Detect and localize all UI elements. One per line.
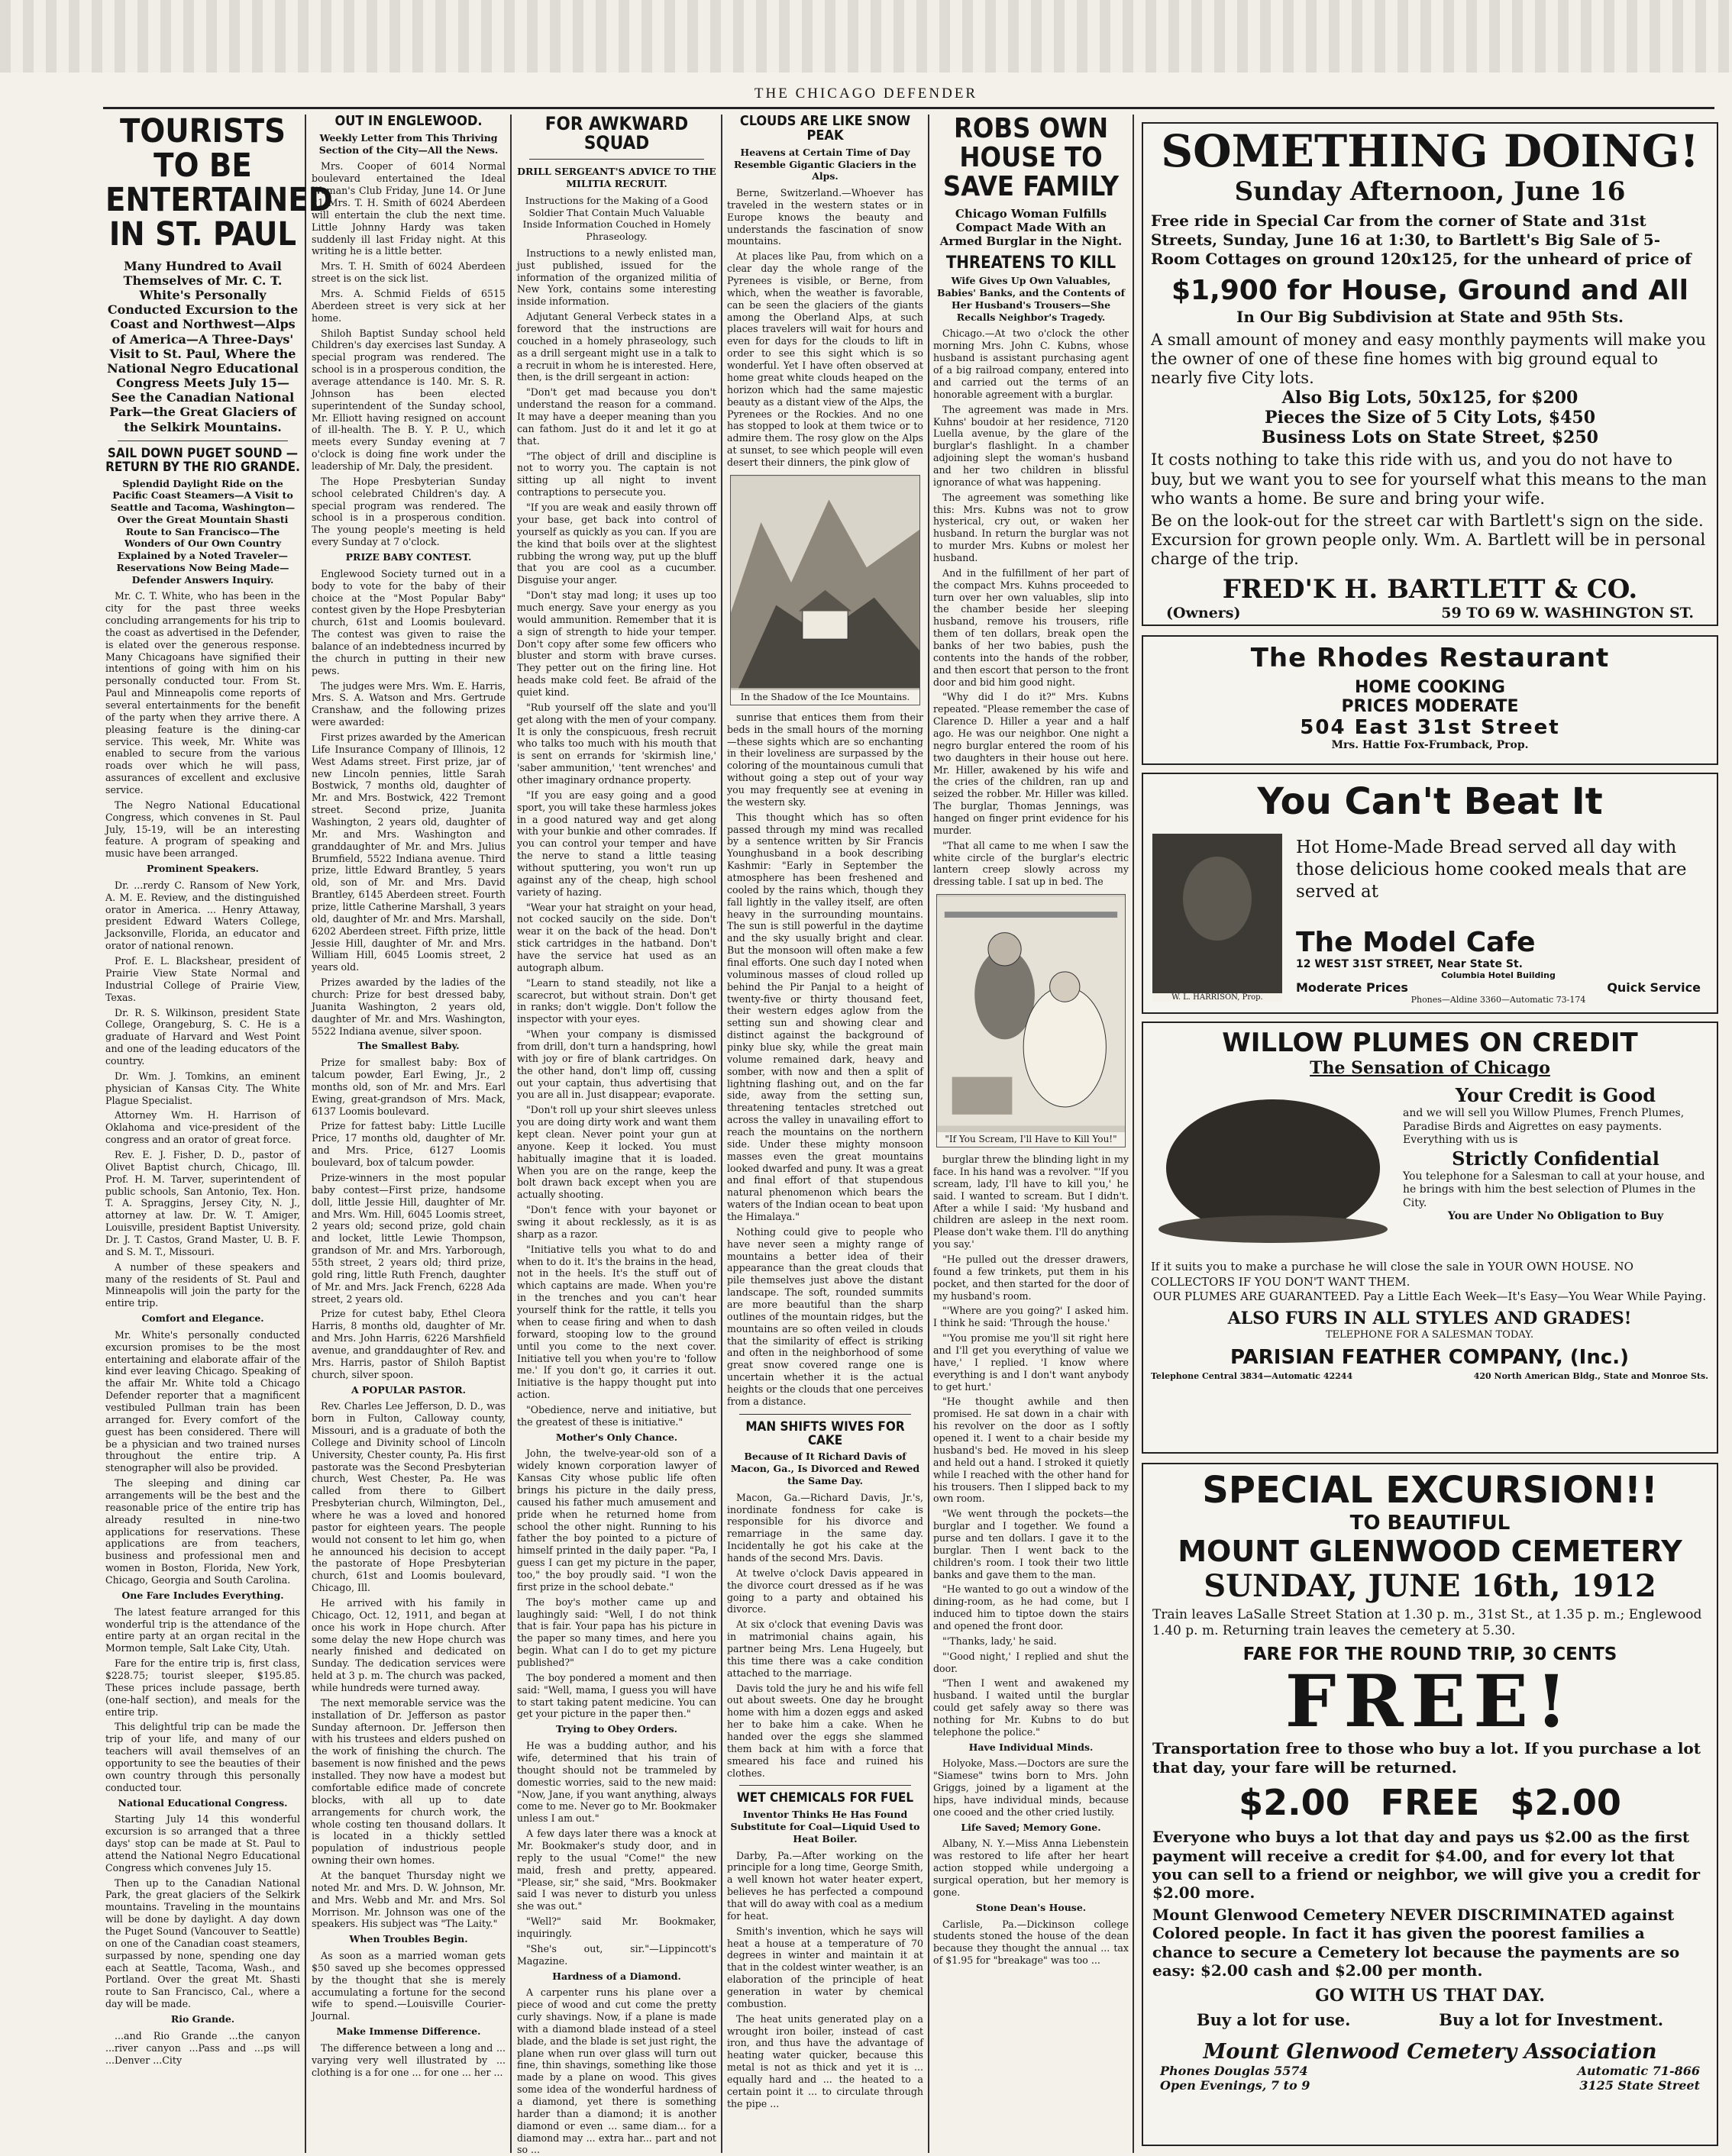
ad-model-cafe-text: Hot Home-Made Bread served all day with those delicious home cooked meals that are served at: [1296, 838, 1687, 902]
portrait-shape: [1183, 857, 1252, 941]
divider: [739, 1785, 911, 1786]
ad-bartlett-subdivision: In Our Big Subdivision at State and 95th Sts.: [1236, 307, 1624, 326]
article-paragraph: This thought which has so often passed through my mind was recalled by a sentence written by Sir Francis Younghusband in a book describing Kashmir: "Early in September the atmosphere has been freshened and cooled by the rains which, though they fall lightly in the valley itself, are often heavy in the surrounding mountains. The sun is still powerful in the daytime and the sky usually bright and clear. But the monsoon will often make a few final efforts. One such day I noted when voluminous masses of cloud rolled up behind the Pir Panjal to a height of twenty-five or thirty thousand feet, their western edges aglow from the setting sun and showing clear and distinct against the background of pinky blue sky, while the great main volume remained dark, heavy and somber, with now and then a split of lightning flashing out, and on the far side, away from the setting sun, threatening tentacles stretched out across the valley in unavailing effort to reach the mountains on the northern side. Under these mighty monsoon masses even the great mountains looked dwarfed and puny. It was a great and final effort of that stupendous natural phenomenon which bears the waters of the Indian ocean to beat upon the Himalaya.": [727, 811, 923, 1223]
ad-plumes-footer: [1151, 1371, 1708, 1382]
article-paragraph: "The object of drill and discipline is not to worry you. The captain is not sitting up all night to invent contraptions to persecute you.: [517, 450, 716, 499]
ad-glenwood-text: Everyone who buys a lot that day and pays us $2.00 as the first payment will receive a credit for $4.00, and for every lot that you can sell to a friend or neighbor, we will give you a credit for $2.00 more.: [1152, 1828, 1701, 1903]
ad-plumes-text: You telephone for a Salesman to call at your house, and he brings with him the best selection of Plumes in the City.: [1403, 1170, 1705, 1209]
ad-rhodes-line: HOME COOKING: [1355, 678, 1505, 697]
ad-glenwood-offer: [1152, 1782, 1708, 1823]
deck-tourists: Many Hundred to Avail Themselves of Mr. C. T. White's Personally Conducted Excursion to the Coast and Northwest—Alps of America—A Three-Days' Visit to St. Paul, Where the National Negro Educational Congress Meets July 15—See the Canadian National Park—the Great Glaciers of the Selkirk Mountains.: [107, 258, 299, 434]
ad-plumes-text: and we will sell you Willow Plumes, French Plumes, Paradise Birds and Aigrettes on easy payments. Everything with us is: [1403, 1107, 1685, 1146]
ad-glenwood-hours: Open Evenings, 7 to 9: [1160, 2078, 1310, 2093]
headline-chemicals: WET CHEMICALS FOR FUEL: [736, 1790, 914, 1806]
article-paragraph: Prize for smallest baby: Box of talcum powder, Earl Ewing, Jr., 2 months old, son of Mr. and Mrs. Earl Ewing, great-grandson of Mrs. Mack, 6137 Loomis boulevard.: [312, 1057, 506, 1117]
burglar-drawing: [937, 895, 1125, 1128]
article-paragraph: At six o'clock that evening Davis was in matrimonial chains again, his partner being Mrs. Lena Hugeely, but this time there was a cake condition attached to the marriage.: [727, 1619, 923, 1679]
ad-rhodes-line: PRICES MODERATE: [1341, 697, 1519, 716]
photo-caption: W. L. HARRISON, Prop.: [1152, 993, 1282, 1002]
article-paragraph: Prize for fattest baby: Little Lucille Price, 17 months old, daughter of Mr. and Mrs. Price, 6127 Loomis boulevard, box of talcum powder.: [312, 1120, 506, 1169]
ad-glenwood-footer-2: [1152, 2078, 1708, 2093]
article-paragraph: The difference between a long and ... varying very well illustrated by ... clothing is a for one ... for one ... her ...: [312, 2041, 506, 2078]
deck-chemicals: Inventor Thinks He Has Found Substitute for Coal—Liquid Used to Heat Boiler.: [730, 1809, 920, 1845]
article-paragraph: Albany, N. Y.—Miss Anna Liebenstein was restored to life after her heart action stopped while undergoing a surgical operation, but her memory is gone.: [933, 1838, 1129, 1898]
article-paragraph: sunrise that entices them from their beds in the small hours of the morning—these sights which are so enchanting in their loveliness are surpassed by the coloring of the mountainous cumuli that without going a step out of your way you may frequently see at evening in the western sky.: [727, 711, 923, 808]
ad-plumes-credit: Your Credit is Good: [1455, 1084, 1656, 1106]
mountain-illustration: [730, 475, 920, 705]
ad-plumes-sub: The Sensation of Chicago: [1310, 1058, 1550, 1078]
ad-rhodes: [1142, 635, 1718, 765]
subhead: Prominent Speakers.: [147, 863, 259, 875]
article-paragraph: "Rub yourself off the slate and you'll get along with the men of your company. It is only the conspicuous, fresh recruit who talks too much with his mouth that is sent on errands for 'skirmish line,' 'saber ammunition,' 'tent wrenches' and other imaginary ordnance property.: [517, 701, 716, 786]
ad-bartlett-text: Be on the look-out for the street car with Bartlett's sign on the side. Excursion for grown people only. Wm. A. Bartlett will be in personal charge of the trip.: [1151, 512, 1706, 569]
ad-rhodes-title: The Rhodes Restaurant: [1250, 643, 1610, 673]
article-paragraph: "'Where are you going?' I asked him. I think he said: 'Through the house.': [933, 1305, 1129, 1329]
ad-rhodes-prop: Mrs. Hattie Fox-Frumback, Prop.: [1331, 739, 1529, 751]
article-paragraph: The agreement was something like this: Mrs. Kubns was not to grow hysterical, cry out, or waken her husband. In return the burglar was not to murder Mrs. Kubns or molest her husband.: [933, 491, 1129, 563]
ad-glenwood-phone: Phones Douglas 5574: [1160, 2064, 1308, 2079]
column-4: [727, 115, 923, 2149]
article-paragraph: Mr. C. T. White, who has been in the city for the past three weeks concluding arrangements for his trip to the coast as advertised in the Defender, is elated over the generous response. Many Chicagoans have signified their intentions of going with him on his personally conducted tour. From St. Paul and Minneapolis come reports of several entertainments for the benefit of the party when they arrive there. A pleasing feature is the dining-car service. This week, Mr. White was enabled to secure from the various roads over which he will pass, assurances of excellent and exclusive service.: [105, 590, 300, 796]
article-paragraph: Starting July 14 this wonderful excursion is so arranged that a three days' stop can be made at St. Paul to attend the National Negro Educational Congress which convenes July 15.: [105, 1813, 300, 1874]
figure-caption: "If You Scream, I'll Have to Kill You!": [937, 1132, 1125, 1147]
column-1: [105, 112, 333, 2149]
article-paragraph: A few days later there was a knock at Mr. Bookmaker's study door, and in reply to the usual "Come!" the new maid, fresh and pretty, appeared. "Please, sir," she said, "Mrs. Bookmaker said I was never to disturb you unless she was out.": [517, 1828, 716, 1912]
article-paragraph: "He wanted to go out a window of the dining-room, as he had come, but I induced him to tiptoe down the stairs and opened the front door.: [933, 1583, 1129, 1632]
subhead: One Fare Includes Everything.: [121, 1589, 284, 1601]
headline-puget-sound: SAIL DOWN PUGET SOUND —RETURN BY THE RIO GRANDE.: [105, 445, 300, 475]
article-paragraph: "Well?" said Mr. Bookmaker, inquiringly.: [517, 1916, 716, 1939]
ad-glenwood-go: GO WITH US THAT DAY.: [1315, 1986, 1545, 2006]
deck-threatens: Wife Gives Up Own Valuables, Babies' Banks, and the Contents of Her Husband's Trousers—She Recalls Neighbor's Tragedy.: [937, 275, 1125, 323]
article-paragraph: "He thought awhile and then promised. He sat down in a chair with his revolver on the door as I softly opened it. I went to a chair beside my husband's bed. He moved in his sleep and held out a hand. I stroked it quietly while I reached with the other hand for his trousers. Then I slipped back to my own room.: [933, 1396, 1129, 1505]
ad-model-cafe-name: The Model Cafe: [1296, 927, 1536, 958]
article-paragraph: Instructions to a newly enlisted man, just published, issued for the information of the organized militia of New York, contains some interesting inside information.: [517, 247, 716, 308]
article-paragraph: The sleeping and dining car arrangements will be the best and the reasonable price of the entire trip has already resulted in nine-two applications for reservations. These applications are from teachers, business and professional men and women in Boston, Florida, New York, Chicago, Georgia and South Carolina.: [105, 1477, 300, 1586]
article-paragraph: "Don't fence with your bayonet or swing it about recklessly, as it is as sharp as a razor.: [517, 1204, 716, 1240]
article-paragraph: Mr. White's personally conducted excursion promises to be the most entertaining and elaborate affair of the kind ever leaving Chicago. Speaking of the affair Mr. White told a Chicago Defender reporter that a magnificent vestibuled Pullman train has been arranged for. Every comfort of the guest has been considered. There will be a physician and two trained nurses throughout the entire trip. A stenographer will also be provided.: [105, 1328, 300, 1474]
ad-plumes-addr: 420 North American Bldg., State and Monroe Sts.: [1473, 1370, 1708, 1381]
ad-model-cafe-building: Columbia Hotel Building: [1441, 970, 1556, 980]
ad-glenwood-auto: Automatic 71-866: [1577, 2064, 1700, 2079]
article-paragraph: "Initiative tells you what to do and when to do it. It's the brains in the head, not in the heels. It's the stuff out of which captains are made. When you're in the trenches and you can't hear yourself think for the rattle, it tells you when to cease firing and when to dash forward, stooping low to the ground until you come to the next cover. Initiative tell you when you're to 'follow me.' If you don't go, it carries it out. Initiative is the happy thought put into action.: [517, 1243, 716, 1401]
ad-bartlett-text: Free ride in Special Car from the corner of State and 31st Streets, Sunday, June 16 at 1:30, to Bartlett's Big Sale of 5-Room Cottages on ground 120x125, for the unheard of price of: [1151, 211, 1692, 268]
ad-plumes-confidential: Strictly Confidential: [1452, 1147, 1659, 1170]
ad-rhodes-address: 504 East 31st Street: [1300, 716, 1560, 739]
deck-robs-house: Chicago Woman Fulfills Compact Made With an Armed Burglar in the Night.: [939, 207, 1123, 249]
ad-glenwood-title: SPECIAL EXCURSION!!: [1202, 1469, 1658, 1512]
ad-glenwood-text: Transportation free to those who buy a lot. If you purchase a lot that day, your fare will be returned.: [1152, 1739, 1701, 1777]
article-paragraph: Shiloh Baptist Sunday school held Children's day exercises last Sunday. A special program was rendered. The school is in a prosperous condition, the average attendance is 140. Mr. S. R. Johnson has been elected superintendent of the Sunday school, Mr. Elliott having resigned on account of ill-health. The B. Y. P. U., which meets every Sunday evening at 7 o'clock is doing fine work under the leadership of Mr. Daly, the president.: [312, 327, 506, 473]
ad-plumes-firm: PARISIAN FEATHER COMPANY, (Inc.): [1230, 1345, 1630, 1369]
ad-model-cafe-title: You Can't Beat It: [1257, 780, 1603, 823]
headline-awkward-squad: FOR AWKWARD SQUAD: [544, 113, 689, 154]
article-paragraph: "He pulled out the dresser drawers, found a few trinkets, put them in his pocket, and then started for the door of my husband's room.: [933, 1254, 1129, 1302]
article-paragraph: John, the twelve-year-old son of a widely known corporation lawyer of Kansas City whose public life often brings his picture in the daily press, caused his father much amusement and pride when he returned home from school the other night. Running to his father the boy pointed to a picture of himself printed in the daily paper. "Pa, I guess I can get my picture in the paper, too," the boy proudly said. "I won the first prize in the school debate.": [517, 1448, 716, 1593]
ad-plumes-title: WILLOW PLUMES ON CREDIT: [1222, 1028, 1638, 1058]
article-paragraph: Dr. Wm. J. Tomkins, an eminent physician of Kansas City. The White Plague Specialist.: [105, 1070, 300, 1106]
subhead: Trying to Obey Orders.: [556, 1723, 677, 1735]
ad-model-cafe-phones: Phones—Aldine 3360—Automatic 73-174: [1410, 995, 1586, 1005]
proprietor-photo: [1152, 834, 1282, 1002]
ad-model-cafe-row: [1296, 980, 1701, 995]
deck-englewood: Weekly Letter from This Thriving Section of the City—All the News.: [318, 131, 499, 156]
article-paragraph: "Don't roll up your shirt sleeves unless you are doing dirty work and want them kept clean. Never point your gun at anyone. Keep it locked. You must habitually imagine that it is loaded. When you are on the range, keep the bolt drawn back except when you are actually shooting.: [517, 1104, 716, 1201]
column-3: [517, 113, 716, 2156]
ad-bartlett-lots: Pieces the Size of 5 City Lots, $450: [1264, 408, 1596, 428]
ad-mount-glenwood: [1142, 1463, 1718, 2146]
article-paragraph: Prize-winners in the most popular baby contest—First prize, handsome doll, little Jessie Hill, daughter of Mr. and Mrs. Wm. Hill, 6045 Loomis street, 2 years old; second prize, gold chain and locket, little Lewie Thompson, grandson of Mr. and Mrs. Yarborough, 55th street, 2 years old; third prize, gold ring, little Ruth French, daughter of Mr. and Mrs. Jack French, 6228 Ada street, 2 years old.: [312, 1171, 506, 1305]
article-paragraph: Mrs. T. H. Smith of 6024 Aberdeen street is on the sick list.: [312, 260, 506, 285]
subhead: When Troubles Begin.: [349, 1933, 468, 1945]
ad-bartlett-lots: Business Lots on State Street, $250: [1262, 428, 1598, 448]
ad-glenwood-footer-1: [1152, 2064, 1708, 2078]
article-paragraph: burglar threw the blinding light in my face. In his hand was a revolver. "'If you scream, lady, I'll have to kill you,' he said. I wanted to scream. But I didn't. After a while I said: 'My husband and children are asleep in the next room. Please don't wake them. I'll do anything you say.': [933, 1154, 1129, 1251]
subhead: Hardness of a Diamond.: [552, 1970, 681, 1982]
article-paragraph: Mrs. A. Schmid Fields of 6515 Aberdeen street is very sick at her home.: [312, 287, 506, 324]
article-paragraph: This delightful trip can be made the trip of your life, and many of our teachers will avail themselves of an opportunity to see the beauties of their own country through this personally conducted tour.: [105, 1721, 300, 1793]
article-paragraph: Chicago.—At two o'clock the other morning Mrs. John C. Kubns, whose husband is assistant purchasing agent of a big railroad company, entered into and carried out the terms of an honorable agreement with a burglar.: [933, 328, 1129, 400]
article-paragraph: "She's out, sir."—Lippincott's Magazine.: [517, 1942, 716, 1967]
article-paragraph: Dr. R. S. Wilkinson, president State College, Orangeburg, S. C. He is a graduate of Harvard and West Point and one of the leading educators of the country.: [105, 1006, 300, 1067]
article-paragraph: A number of these speakers and many of the residents of St. Paul and Minneapolis will join the party for the entire trip.: [105, 1260, 300, 1309]
article-paragraph: The Hope Presbyterian Sunday school celebrated Children's day. A special program was rendered. The school is in a prosperous condition. The young people's meeting is held every Sunday at 7 o'clock.: [312, 475, 506, 548]
article-paragraph: "'You promise me you'll sit right here and I'll get you everything of value we have,' I replied. 'I know where everything is and I don't want anybody to get hurt.': [933, 1332, 1129, 1393]
ad-glenwood-text: Mount Glenwood Cemetery NEVER DISCRIMINATED against Colored people. In fact it has given the poorest families a chance to secure a Cemetery lot because the payments are so easy: $2.00 cash and $2.00 per month.: [1152, 1905, 1680, 1980]
article-paragraph: "'Good night,' I replied and shut the door.: [933, 1650, 1129, 1674]
subhead: The Smallest Baby.: [357, 1040, 460, 1052]
subhead: PRIZE BABY CONTEST.: [345, 551, 472, 563]
subhead: Stone Dean's House.: [975, 1901, 1087, 1913]
article-paragraph: The agreement was made in Mrs. Kuhns' boudoir at her residence, 7120 Luella avenue, by the glare of the burglar's flashlight. In a chamber adjoining slept the woman's husband and her two children in blissful ignorance of what was happening.: [933, 403, 1129, 488]
ad-model-cafe-prices: Moderate Prices: [1296, 980, 1408, 995]
article-paragraph: Rev. Charles Lee Jefferson, D. D., was born in Fulton, Calloway county, Missouri, and is a graduate of both the College and Divinity school of Lincoln University, Chester county, Pa. His first pastorate was the Second Presbyterian church, West Chester, Pa. He was called from there to Gilbert Presbyterian church, Wilmington, Del., where he was a loved and honored pastor for eighteen years. The people would not consent to let him go, when he announced his decision to accept the pastorate of Hope Presbyterian church, 61st and Loomis boulevard, Chicago, Ill.: [312, 1400, 506, 1594]
ad-plumes-bottom: [1151, 1260, 1708, 1382]
article-paragraph: Fare for the entire trip is, first class, $228.75; tourist sleeper, $195.85. These prices include passage, berth (one-half section), and meals for the entire trip.: [105, 1657, 300, 1718]
article-paragraph: The boy's mother came up and laughingly said: "Well, I do not think that is fair. Your papa has his picture in the paper so many times, and here you begin. What can I do to get my picture published?": [517, 1596, 716, 1669]
ad-plumes-furs: ALSO FURS IN ALL STYLES AND GRADES!: [1227, 1308, 1632, 1328]
ad-plumes-telephone: TELEPHONE FOR A SALESMAN TODAY.: [1325, 1329, 1534, 1341]
ad-glenwood-fare: FARE FOR THE ROUND TRIP, 30 CENTS: [1242, 1644, 1617, 1664]
figure-caption: In the Shadow of the Ice Mountains.: [731, 690, 919, 705]
subhead: National Educational Congress.: [118, 1796, 288, 1809]
article-paragraph: "Don't get mad because you don't understand the reason for a command. It may have a deeper meaning than you can fathom. Just do it and let it go at that.: [517, 386, 716, 447]
subhead: Have Individual Minds.: [968, 1741, 1094, 1753]
article-paragraph: "That all came to me when I saw the white circle of the burglar's electric lantern creep slowly across my dressing table. I sat up in bed. The: [933, 839, 1129, 888]
article-paragraph: Then up to the Canadian National Park, the great glaciers of the Selkirk mountains. Traveling in the mountains will be done by daylight. A day down the Puget Sound (Vancouver to Seattle) on one of the Canadian coast steamers, surpassed by none, spending one day each at Seattle, Tacoma, Wash., and Portland. Over the great Mt. Shasti route to San Francisco, Cal., where a day will be made.: [105, 1877, 300, 2010]
column-rule: [510, 115, 512, 2153]
article-paragraph: "Wear your hat straight on your head, not cocked saucily on the side. Don't wear it on the back of the head. Don't stick cartridges in the hatband. Don't have the service hat used as an autograph album.: [517, 901, 716, 973]
burglar-illustration: [936, 894, 1126, 1147]
ad-glenwood-offer-left: $2.00: [1239, 1782, 1350, 1824]
article-paragraph: As soon as a married woman gets $50 saved up she becomes oppressed by the thought that she is merely accumulating a fortune for the second wife to spend.—Louisville Courier-Journal.: [312, 1949, 506, 2022]
column-rule: [1133, 115, 1134, 2153]
headline-clouds: CLOUDS ARE LIKE SNOW PEAK: [739, 113, 911, 144]
article-paragraph: The boy pondered a moment and then said: "Well, mama, I guess you will have to start taking patent medicine. You can get your picture in the paper then.": [517, 1671, 716, 1720]
article-paragraph: "Don't stay mad long; it uses up too much energy. Save your energy as you would ammunition. Remember that it is a sign of strength to hide your temper. Don't copy after some few officers who bluster and storm with brave curses. They petter out on the firing line. Hot heads make cold feet. Be afraid of the quiet kind.: [517, 589, 716, 698]
torn-top-edge: [0, 0, 1732, 73]
article-paragraph: He arrived with his family in Chicago, Oct. 12, 1911, and began at once his work in Hope church. After some delay the new Hope church was nearly finished and dedicated on Sunday. The dedication services were held at 3 p. m. The church was packed, while hundreds were turned away.: [312, 1597, 506, 1694]
ad-model-cafe: [1142, 773, 1718, 1014]
article-paragraph: Carlisle, Pa.—Dickinson college students stoned the house of the dean because they thought the annual ... tax of $1.95 for "breakage" was too ...: [933, 1918, 1129, 1967]
article-paragraph: "If you are weak and easily thrown off your base, get back into control of yourself as quickly as you can. If you are the kind that boils over at the slightest rubbing the wrong way, put up the bluff that you are cool as a cucumber. Disguise your anger.: [517, 502, 716, 586]
masthead: THE CHICAGO DEFENDER: [754, 86, 978, 102]
headline-tourists: TOURISTS TO BE ENTERTAINED IN ST. PAUL: [105, 112, 333, 254]
subhead: A POPULAR PASTOR.: [351, 1383, 466, 1396]
article-paragraph: Macon, Ga.—Richard Davis, Jr.'s, inordinate fondness for cake is responsible for his divorce and remarriage in the same day. Incidentally he got his cake at the hands of the second Mrs. Davis.: [727, 1491, 923, 1564]
article-paragraph: The latest feature arranged for this wonderful trip is the attendance of the entire party at an organ recital in the Mormon temple, Salt Lake City, Utah.: [105, 1606, 300, 1654]
deck-puget-sound: Splendid Daylight Ride on the Pacific Coast Steamers—A Visit to Seattle and Tacoma, Washington—Over the Great Mountain Shasti Route to San Francisco—The Wonders of Our Own Country Explained by a Noted Traveler—Reservations Now Being Made—Defender Answers Inquiry.: [110, 477, 296, 586]
ad-bartlett: [1142, 122, 1718, 626]
ad-glenwood-buy-use: Buy a lot for use.: [1196, 2010, 1351, 2030]
article-paragraph: The heat units generated play on a wrought iron boiler, instead of cast iron, and thus have the advantage of heating water quicker, because this metal is not as thick and yet it is ... equally hard and ... the heated to a certain point it ... to circulate through the pipe ...: [727, 2012, 923, 2109]
subhead: Make Immense Difference.: [336, 2025, 481, 2038]
article-paragraph: Nothing could give to people who have never seen a mighty range of mountains a better idea of their appearance than the great clouds that pile themselves just above the distant landscape. The soft, rounded summits are more beautiful than the sharp outlines of the mountain ridges, but the mountains are so often veiled in clouds that the similarity of effect is striking and often in the neighborhood of some great snow covered range one is uncertain whether it is the actual heights or the clouds that one perceives from a distance.: [727, 1225, 923, 1407]
article-paragraph: Attorney Wm. H. Harrison of Oklahoma and vice-president of the congress and an orator of great force.: [105, 1109, 300, 1146]
ad-bartlett-address: 59 TO 69 W. WASHINGTON ST.: [1441, 604, 1694, 621]
ad-bartlett-footer: [1151, 605, 1709, 621]
article-paragraph: Holyoke, Mass.—Doctors are sure the "Siamese" twins born to Mrs. John Griggs, joined by a ligament at the hips, have individual minds, because one cooed and the other cried lustily.: [933, 1757, 1129, 1818]
article-paragraph: Rev. E. J. Fisher, D. D., pastor of Olivet Baptist church, Chicago, Ill. Prof. H. M. Tarver, superintendent of public schools, San Antonio, Tex. Hon. T. A. Spraggins, Jersey City, N. J., attorney at law. Dr. W. T. Amiger, Louisville, president Baptist University. Dr. J. T. Castos, Grand Master, U. B. F. and S. M. T., Missouri.: [105, 1148, 300, 1257]
article-paragraph: The next memorable service was the installation of Dr. Jefferson as pastor Sunday afternoon. Dr. Jefferson then with his trustees and elders pushed on the work of finishing the church. The basement is now finished and the pews installed. They now have a modest but comfortable edifice made of concrete blocks, with all up to date arrangements for church work, the whole costing ten thousand dollars. It is located in a thickly settled population of industrious people owning their own homes.: [312, 1696, 506, 1867]
divider: [529, 159, 704, 160]
ad-glenwood-buy-investment: Buy a lot for Investment.: [1439, 2010, 1664, 2030]
article-paragraph: Mrs. Cooper of 6014 Normal boulevard entertained the Ideal Woman's Club Friday, June 14. Or June 21 Mrs. T. H. Smith of 6024 Aberdeen will entertain the club the next time. Little Johnny Hardy was taken suddenly ill last Friday night. At this writing he is a little better.: [312, 160, 506, 257]
ad-bartlett-price: $1,900 for House, Ground and All: [1171, 274, 1689, 306]
ad-plumes-right: [1403, 1084, 1708, 1224]
article-paragraph: At twelve o'clock Davis appeared in the divorce court dressed as if he was going to a party and obtained his divorce.: [727, 1567, 923, 1615]
article-paragraph: ...and Rio Grande ...the canyon ...river canyon ...Pass and ...ps will ...Denver ...City: [105, 2029, 300, 2066]
ad-glenwood-offer-right: $2.00: [1510, 1782, 1621, 1824]
divider: [739, 1414, 911, 1415]
deck-clouds: Heavens at Certain Time of Day Resemble Gigantic Glaciers in the Alps.: [733, 146, 916, 182]
column-rule: [928, 115, 929, 2153]
article-paragraph: Prof. E. L. Blackshear, president of Prairie View State Normal and Industrial College of Prairie View, Texas.: [105, 955, 300, 1003]
article-paragraph: Dr. ...rerdy C. Ransom of New York, A. M. E. Review, and the distinguished orator in America. ... Henry Attaway, president Edward Waters College, Jacksonville, Florida, an educator and orator of national renown.: [105, 879, 300, 952]
ad-bartlett-date: Sunday Afternoon, June 16: [1234, 176, 1626, 207]
article-paragraph: He was a budding author, and his wife, determined that his train of thought should not be trammeled by domestic worries, said to the new maid: "Now, Jane, if you want anything, always come to me. Never go to Mr. Bookmaker unless I am out.": [517, 1740, 716, 1825]
ad-bartlett-text: It costs nothing to take this ride with us, and you do not have to buy, but we want you to see for yourself what this means to the man who wants a home. Be sure and bring your wife.: [1151, 450, 1707, 508]
article-paragraph: At places like Pau, from which on a clear day the whole range of the Pyrenees is visible, or Berne, from which, when the weather is favorable, can be seen the glaciers of the giants among the Oberland Alps, at such places travelers will wait for hours and even for days for the clouds to lift in order to see this sight which is so wonderful. Yet I have often observed at home great white clouds heaped on the horizon which had the same majestic beauty as a distant view of the Alps, the Pyrenees or the Rockies. And no one has stopped to look at them twice or to admire them. The rosy glow on the Alps at sunset, to see which people will even desert their dinners, the pink glow of: [727, 250, 923, 468]
ad-plumes-text: If it suits you to make a purchase he will close the sale in YOUR OWN HOUSE. NO COLLECTORS IF YOU DON'T WANT THEM.: [1151, 1260, 1633, 1289]
subhead: Life Saved; Memory Gone.: [961, 1821, 1101, 1833]
ad-bartlett-owners: (Owners): [1166, 604, 1241, 621]
article-paragraph: "Then I went and awakened my husband. I waited until the burglar could get safely away so there was nothing for Mr. Kubns to do but telephone the police.": [933, 1677, 1129, 1738]
ad-glenwood-buy: [1152, 2010, 1708, 2029]
column-rule: [305, 115, 306, 2153]
ad-plumes-obligation: You are Under No Obligation to Buy: [1447, 1210, 1664, 1222]
article-paragraph: Adjutant General Verbeck states in a foreword that the instructions are couched in a homely phraseology, such as a drill sergeant might use in a talk to a recruit in whom he is interested. Here, then, is the drill sergeant in action:: [517, 311, 716, 383]
subhead: Rio Grande.: [170, 2013, 235, 2025]
article-paragraph: The judges were Mrs. Wm. E. Harris, Mrs. S. A. Watson and Mrs. Gertrude Cranshaw, and the following prizes were awarded:: [312, 679, 506, 728]
ad-bartlett-firm: FRED'K H. BARTLETT & CO.: [1222, 573, 1638, 605]
article-paragraph: Davis told the jury he and his wife fell out about sweets. One day he brought home with him a dozen eggs and asked her to bake him a cake. When he handed over the eggs she slammed them back at him with a force that smeared his face and ruined his clothes.: [727, 1682, 923, 1779]
deck-awkward-squad-2: Instructions for the Making of a Good Soldier That Contain Much Valuable Inside Information Couched in Homely Phraseology.: [522, 194, 711, 243]
deck-awkward-squad: DRILL SERGEANT'S ADVICE TO THE MILITIA RECRUIT.: [517, 166, 716, 190]
ad-glenwood-offer-mid: FREE: [1380, 1782, 1480, 1824]
ad-willow-plumes: [1142, 1022, 1718, 1454]
ad-glenwood-assoc: Mount Glenwood Cemetery Association: [1203, 2040, 1657, 2064]
ad-plumes-text: OUR PLUMES ARE GUARANTEED. Pay a Little Each Week—It's Easy—You Wear While Paying.: [1152, 1289, 1707, 1303]
article-paragraph: Berne, Switzerland.—Whoever has traveled in the western states or in Europe knows the beauty and understands the fascination of snow mountains.: [727, 187, 923, 247]
ad-bartlett-lots: Also Big Lots, 50x125, for $200: [1281, 388, 1579, 408]
article-paragraph: The Negro National Educational Congress, which convenes in St. Paul July, 15-19, will be an interesting feature. A program of speaking and music have been arranged.: [105, 799, 300, 860]
article-paragraph: A carpenter runs his plane over a piece of wood and cut come the pretty curly shavings. Now, if a plane is made with a diamond blade instead of a steel blade, and the blade is set just right, the plane when run over glass will turn out fine, thin shavings, something like those made by a plane on wood. This gives some idea of the wonderful hardness of a diamond, yet there is something harder than a diamond; it is another diamond or even ... same diam... for a diamond may ... extra har... part and not so ...: [517, 1987, 716, 2156]
plume-hat-illustration: [1155, 1084, 1391, 1252]
article-paragraph: "Obedience, nerve and initiative, but the greatest of these is initiative.": [517, 1403, 716, 1428]
subhead: Comfort and Elegance.: [141, 1312, 264, 1325]
article-paragraph: First prizes awarded by the American Life Insurance Company of Illinois, 12 West Adams street. First prize, jar of new Lincoln pennies, little Sarah Bostwick, 7 months old, daughter of Mr. and Mrs. Bostwick, 422 Tremont street. Second prize, Juanita Washington, 2 years old, daughter of Mr. and Mrs. Washington and granddaughter of Mr. and Mrs. Julius Brumfield, 5522 Indiana avenue. Third prize, little Edward Brantley, 5 years old, son of Mr. and Mrs. David Brantley, 6145 Aberdeen street. Fourth prize, little Catherine Marshall, 3 years old, daughter of Mr. and Mrs. Marshall, 6202 Aberdeen street. Fifth prize, little Jessie Hill, daughter of Mr. and Mrs. William Hill, 6045 Loomis street, 2 years old.: [312, 731, 506, 973]
ad-glenwood-line: TO BEAUTIFUL: [1349, 1512, 1511, 1535]
article-paragraph: At the banquet Thursday night we noted Mr. and Mrs. D. W. Johnson, Mr. and Mrs. Webb and Mr. and Mrs. Sol Morrison. Mr. Johnson was one of the speakers. His subject was "The Laity.": [312, 1869, 506, 1930]
ad-model-cafe-block: [1296, 927, 1701, 1005]
ad-model-cafe-address: 12 WEST 31ST STREET, Near State St.: [1296, 958, 1523, 970]
article-paragraph: "'Thanks, lady,' he said.: [942, 1635, 1057, 1647]
deck-cake: Because of It Richard Davis of Macon, Ga., Is Divorced and Rewed the Same Day.: [730, 1451, 920, 1486]
column-5: [933, 115, 1129, 2149]
ad-plumes-tel: Telephone Central 3834—Automatic 42244: [1151, 1370, 1353, 1381]
ad-bartlett-text: A small amount of money and easy monthly payments will make you the owner of one of these fine homes with big ground equal to nearly five City lots.: [1151, 330, 1706, 388]
article-paragraph: Smith's invention, which he says will heat a house at a temperature of 70 degrees in winter and maintain it at that in the coldest winter weather, is an elaboration of the principle of heat generation in water by chemical combustion.: [727, 1925, 923, 2009]
ad-glenwood-address: 3125 State Street: [1579, 2078, 1700, 2093]
mountain-drawing: [731, 476, 919, 689]
plume-hat-drawing: [1155, 1084, 1391, 1252]
ad-glenwood-date: SUNDAY, JUNE 16th, 1912: [1204, 1568, 1656, 1604]
article-paragraph: "When your company is dismissed from drill, don't turn a handspring, howl with joy or fire of blank cartridges. On the other hand, don't limp off, cussing out your captain, thus advertising that you are all in. Just disappear; evaporate.: [517, 1028, 716, 1101]
headline-cake: MAN SHIFTS WIVES FOR CAKE: [745, 1419, 905, 1448]
masthead-rule: [103, 107, 1714, 109]
article-paragraph: Englewood Society turned out in a body to vote for the baby of their choice at the "Most Popular Baby" contest given by the Hope Presbyterian church, 61st and Loomis boulevard. The contest was given to raise the balance of an indebtedness incurred by the church in putting in their new pews.: [312, 567, 506, 676]
article-paragraph: "If you are easy going and a good sport, you will take these harmless jokes in a good natured way and get along with your bunkie and other comrades. If you can control your temper and have the nerve to stand a little teasing without sputtering, you won't run up against any of the cheap, high school variety of hazing.: [517, 789, 716, 898]
headline-threatens: THREATENS TO KILL: [945, 253, 1116, 273]
article-paragraph: Darby, Pa.—After working on the principle for a long time, George Smith, a well known hot water heater expert, believes he has perfected a compound that will do away with coal as a medium for heat.: [727, 1849, 923, 1922]
article-paragraph: Prizes awarded by the ladies of the church: Prize for best dressed baby, Juanita Washington, 2 years old, daughter of Mr. and Mrs. Washington, 5522 Indiana avenue, silver spoon.: [312, 976, 506, 1037]
subhead: Mother's Only Chance.: [555, 1431, 678, 1443]
article-paragraph: And in the fulfillment of her part of the compact Mrs. Kuhns proceeded to turn over her own valuables, slip into the chamber beside her sleeping husband, remove his trousers, rifle them of ten dollars, break open the banks of her two babies, push the contents into the hands of the robber, and then escort that person to the front door and bid him good night.: [933, 566, 1129, 688]
ad-glenwood-free: FREE!: [1284, 1659, 1575, 1744]
article-paragraph: "Learn to stand steadily, not like a scarecrot, but without strain. Don't get in ranks; don't wiggle. Don't follow the inspector with your eyes.: [517, 976, 716, 1025]
article-paragraph: Prize for cutest baby, Ethel Cleora Harris, 8 months old, daughter of Mr. and Mrs. John Harris, 6226 Marshfield avenue, and granddaughter of Rev. and Mrs. Harris, pastor of Shiloh Baptist church, silver spoon.: [312, 1308, 506, 1380]
headline-robs-house: ROBS OWN HOUSE TO SAVE FAMILY: [942, 113, 1120, 202]
ad-bartlett-title: SOMETHING DOING!: [1161, 125, 1699, 177]
ad-model-cafe-service: Quick Service: [1607, 980, 1701, 995]
column-rule: [721, 115, 722, 2153]
ad-glenwood-text: Train leaves LaSalle Street Station at 1.30 p. m., 31st St., at 1.35 p. m.; Englewood 1.40 p. m. Returning train leaves the cemetery at 5.30.: [1152, 1607, 1702, 1639]
ad-glenwood-name: MOUNT GLENWOOD CEMETERY: [1178, 1535, 1682, 1568]
headline-englewood: OUT IN ENGLEWOOD.: [334, 113, 483, 129]
column-2: [312, 115, 506, 2149]
article-paragraph: "We went through the pockets—the burglar and I together. We found a purse and ten dollars. I gave it to the burglar. Then I went back to the children's room. I took their two little banks and gave them to the man.: [933, 1508, 1129, 1580]
article-paragraph: "Why did I do it?" Mrs. Kubns repeated. "Please remember the case of Clarence D. Hiller a year and a half ago. He was our neighbor. One night a negro burglar entered the room of his two daughters in their house out here. Mr. Hiller, awakened by his wife and the cries of the children, ran up and seized the robber. Mr. Hiller was killed. The burglar, Thomas Jennings, was hanged on finger print evidence for his murder.: [933, 691, 1129, 836]
